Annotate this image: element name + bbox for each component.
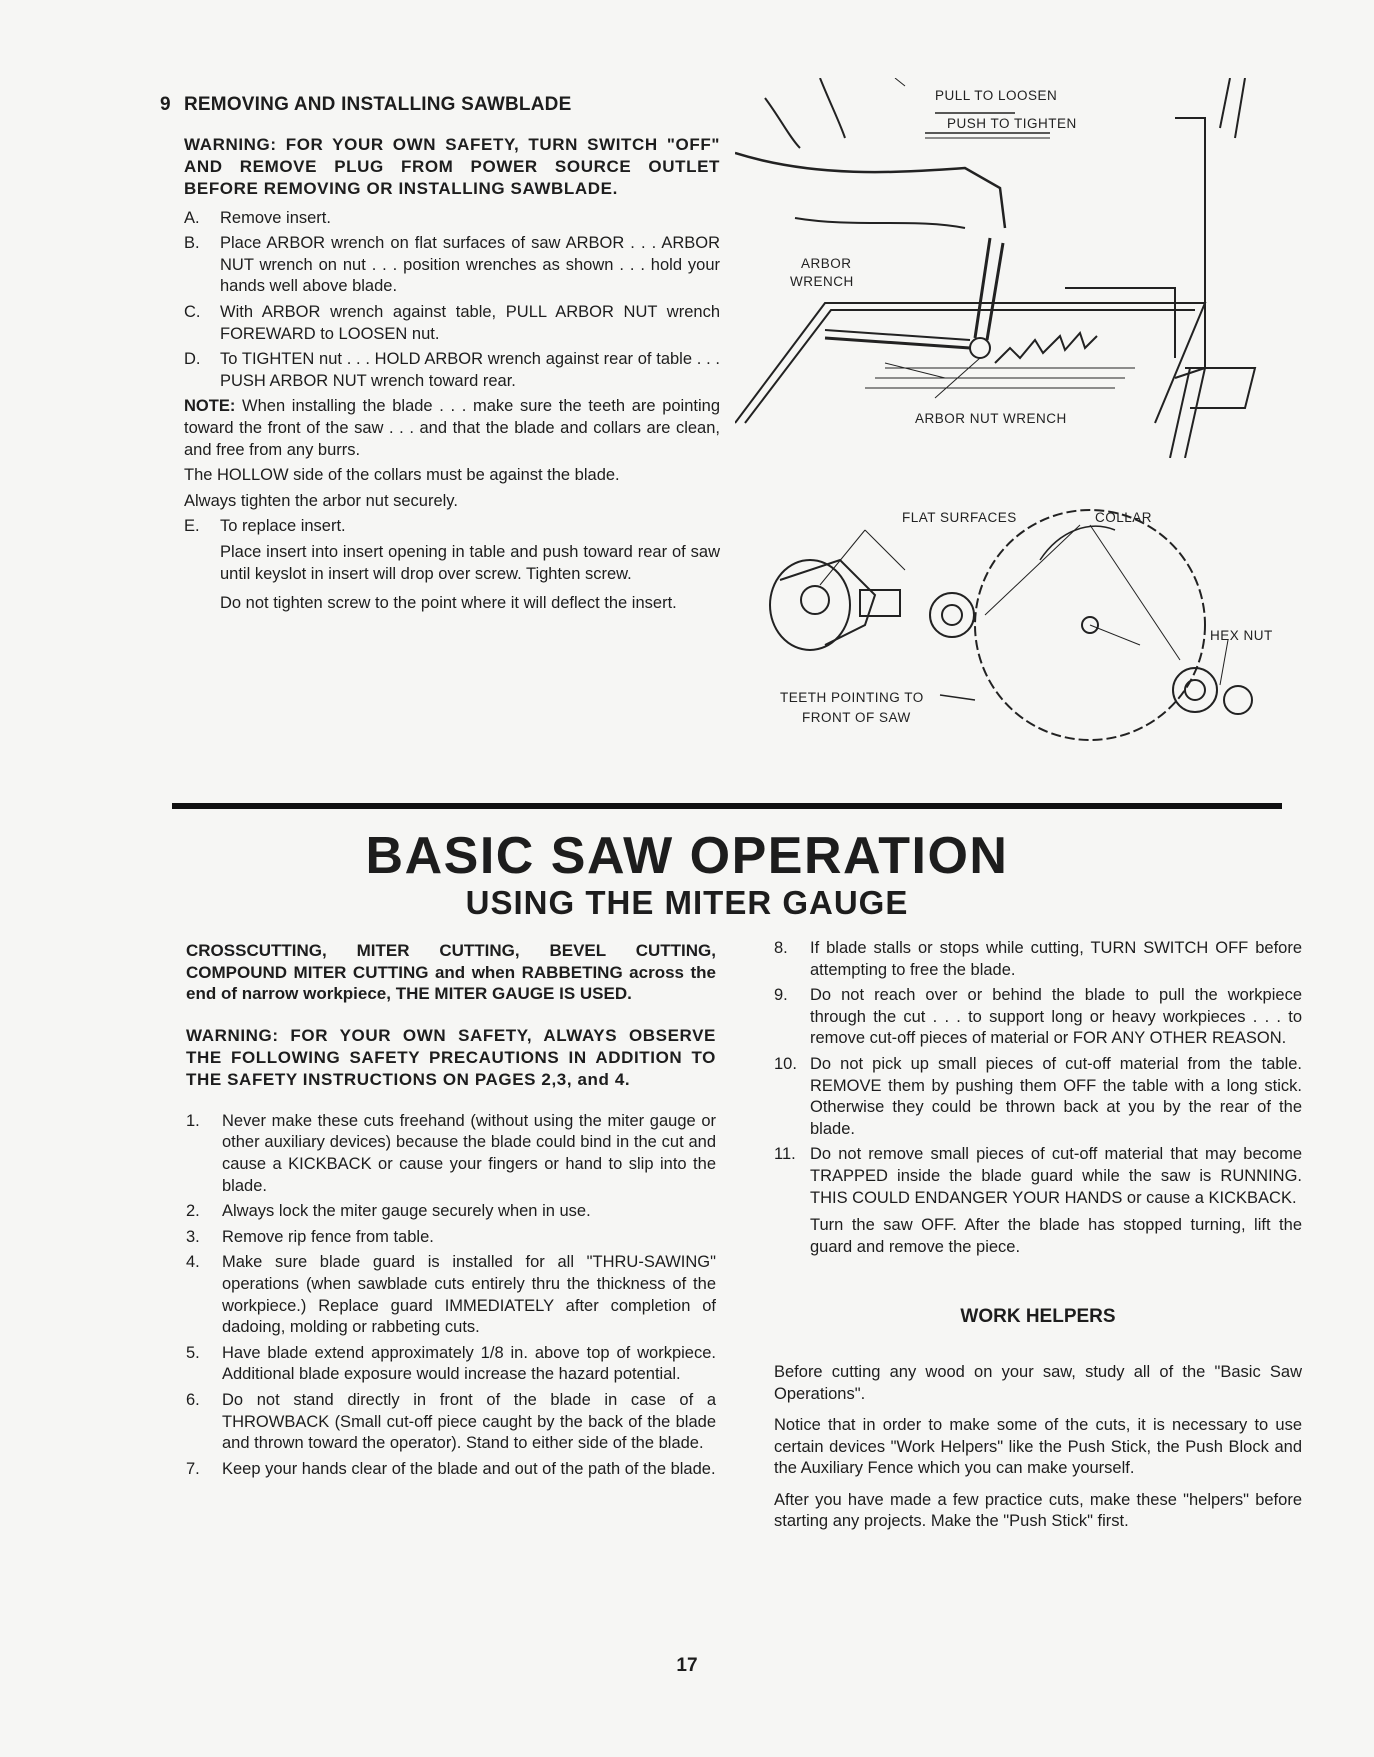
item-text: If blade stalls or stops while cutting, TURN SWITCH OFF before attempting to free the blade. xyxy=(810,939,1302,979)
label-flat-surfaces: FLAT SURFACES xyxy=(902,510,1017,525)
sub-heading: USING THE MITER GAUGE xyxy=(465,884,909,921)
item-number: 9. xyxy=(774,986,788,1005)
label-arbor-wrench-line2: WRENCH xyxy=(790,274,854,289)
label-hex-nut: HEX NUT xyxy=(1210,628,1273,643)
section-removing-installing xyxy=(160,94,720,619)
safety-warning: WARNING: FOR YOUR OWN SAFETY, ALWAYS OBSERVE THE FOLLOWING SAFETY PRECAUTIONS IN ADDITION TO THE SAFETY INSTRUCTIONS ON PAGES 2,3, and 4. xyxy=(186,1025,716,1089)
section-divider xyxy=(172,803,1282,809)
note-paragraph xyxy=(184,396,720,461)
work-helpers-paragraph-2: Notice that in order to make some of the cuts, it is necessary to use certain devices "Work Helpers" like the Push Stick, the Push Block and the Auxiliary Fence which you can make yourself. xyxy=(774,1416,1302,1478)
step-label: A. xyxy=(184,208,200,227)
item-number: 3. xyxy=(186,1227,200,1246)
step-text: With ARBOR wrench against table, PULL ARBOR NUT wrench FOREWARD to LOOSEN nut. xyxy=(220,302,720,343)
item-text: Have blade extend approximately 1/8 in. above top of workpiece. Additional blade exposure would increase the hazard potential. xyxy=(222,1343,716,1384)
item-number: 1. xyxy=(186,1111,200,1130)
label-push-to-tighten: PUSH TO TIGHTEN xyxy=(947,116,1077,131)
step-label: D. xyxy=(184,350,201,369)
work-helpers-heading: WORK HELPERS xyxy=(960,1306,1116,1328)
step-e-detail: Place insert into insert opening in table and push toward rear of saw until keyslot in insert will drop over screw. Tighten screw. xyxy=(220,542,720,583)
item-11-followup: Turn the saw OFF. After the blade has stopped turning, lift the guard and remove the piece. xyxy=(810,1216,1302,1256)
item-text: Always lock the miter gauge securely when in use. xyxy=(222,1202,591,1221)
item-text: Do not pick up small pieces of cut-off material from the table. REMOVE them by pushing them OFF the table with a long stick. Otherwise they could be thrown back at you by the rear of the blade. xyxy=(810,1054,1302,1138)
label-collar: COLLAR xyxy=(1095,510,1153,525)
item-number: 5. xyxy=(186,1343,200,1362)
item-text: Do not reach over or behind the blade to pull the workpiece through the cut . . . to support long or heavy workpieces . . . to remove cut-off pieces of material or FOR ANY OTHER REASON. xyxy=(810,986,1302,1048)
safety-item-4 xyxy=(186,1252,716,1338)
label-teeth-pointing-line1: TEETH POINTING TO xyxy=(780,690,924,705)
tighten-paragraph: Always tighten the arbor nut securely. xyxy=(184,491,458,510)
blade-assembly-illustration xyxy=(760,500,1300,790)
step-a xyxy=(184,208,720,230)
safety-item-2 xyxy=(186,1201,716,1223)
left-column xyxy=(186,940,716,1484)
work-helpers-paragraph-3: After you have made a few practice cuts, make these "helpers" before starting any projects. Make the "Push Stick" first. xyxy=(774,1490,1302,1531)
safety-item-5 xyxy=(186,1343,716,1386)
safety-item-11 xyxy=(774,1144,1302,1209)
step-c xyxy=(184,302,720,345)
step-e xyxy=(184,516,720,538)
page-number: 17 xyxy=(676,1655,698,1676)
section-title: REMOVING AND INSTALLING SAWBLADE xyxy=(184,94,572,115)
item-text: Make sure blade guard is installed for all "THRU-SAWING" operations (when sawblade cuts entirely thru the thickness of the workpiece.) Replace guard IMMEDIATELY after completion of dadoing, molding or rabbeting cuts. xyxy=(222,1253,716,1337)
step-text: To TIGHTEN nut . . . HOLD ARBOR wrench against rear of table . . . PUSH ARBOR NUT wrench toward rear. xyxy=(220,350,720,390)
figure-blade-assembly xyxy=(760,500,1300,790)
step-label: B. xyxy=(184,234,200,253)
step-text: Remove insert. xyxy=(220,208,331,227)
warning-text: WARNING: FOR YOUR OWN SAFETY, TURN SWITCH "OFF" AND REMOVE PLUG FROM POWER SOURCE OUTLET BEFORE REMOVING OR INSTALLING SAWBLADE. xyxy=(184,134,720,198)
item-number: 10. xyxy=(774,1054,797,1073)
figure-wrenches xyxy=(735,78,1295,458)
label-teeth-pointing-line2: FRONT OF SAW xyxy=(802,710,911,725)
safety-item-9 xyxy=(774,985,1302,1050)
step-e-caution: Do not tighten screw to the point where it will deflect the insert. xyxy=(220,594,677,613)
item-text: Remove rip fence from table. xyxy=(222,1227,434,1246)
main-heading: BASIC SAW OPERATION xyxy=(365,827,1009,885)
step-text: To replace insert. xyxy=(220,517,346,536)
item-number: 8. xyxy=(774,939,788,957)
section-heading xyxy=(160,94,720,116)
safety-item-10 xyxy=(774,1054,1302,1140)
step-label: E. xyxy=(184,517,200,536)
item-text: Keep your hands clear of the blade and out of the path of the blade. xyxy=(222,1459,716,1478)
step-label: C. xyxy=(184,302,201,321)
section-number: 9 xyxy=(160,94,171,115)
step-text: Place ARBOR wrench on flat surfaces of saw ARBOR . . . ARBOR NUT wrench on nut . . . position wrenches as shown . . . hold your hands well above blade. xyxy=(220,234,720,296)
label-arbor-wrench-line1: ARBOR xyxy=(801,256,852,271)
safety-item-1 xyxy=(186,1111,716,1197)
step-b xyxy=(184,233,720,298)
item-text: Never make these cuts freehand (without using the miter gauge or other auxiliary devices) because the blade could bind in the cut and cause a KICKBACK or cause your fingers or hand to slip into the blade. xyxy=(222,1111,716,1195)
safety-item-7 xyxy=(186,1459,716,1481)
safety-item-8 xyxy=(774,938,1302,981)
hollow-paragraph: The HOLLOW side of the collars must be against the blade. xyxy=(184,466,620,485)
item-number: 2. xyxy=(186,1202,200,1221)
step-d xyxy=(184,349,720,392)
item-number: 7. xyxy=(186,1459,200,1478)
intro-paragraph: CROSSCUTTING, MITER CUTTING, BEVEL CUTTING, COMPOUND MITER CUTTING and when RABBETING across the end of narrow workpiece, THE MITER GAUGE IS USED. xyxy=(186,941,716,1004)
safety-item-6 xyxy=(186,1390,716,1455)
note-text: When installing the blade . . . make sure the teeth are pointing toward the front of the saw . . . and that the blade and collars are clean, and free from any burrs. xyxy=(184,397,721,459)
item-number: 6. xyxy=(186,1390,200,1409)
label-arbor-nut-wrench: ARBOR NUT WRENCH xyxy=(915,411,1067,426)
item-number: 4. xyxy=(186,1253,200,1272)
item-text: Do not remove small pieces of cut-off material that may become TRAPPED inside the blade guard while the saw is RUNNING. THIS COULD ENDANGER YOUR HANDS or cause a KICKBACK. xyxy=(810,1145,1302,1207)
item-text: Do not stand directly in front of the blade in case of a THROWBACK (Small cut-off piece caught by the back of the blade and thrown toward the operator). Stand to either side of the blade. xyxy=(222,1390,716,1453)
safety-item-3 xyxy=(186,1227,716,1249)
item-number: 11. xyxy=(774,1145,796,1164)
note-label: NOTE: xyxy=(184,397,236,416)
right-column xyxy=(774,938,1302,1537)
work-helpers-paragraph-1: Before cutting any wood on your saw, study all of the "Basic Saw Operations". xyxy=(774,1362,1302,1403)
label-pull-to-loosen: PULL TO LOOSEN xyxy=(935,88,1058,103)
